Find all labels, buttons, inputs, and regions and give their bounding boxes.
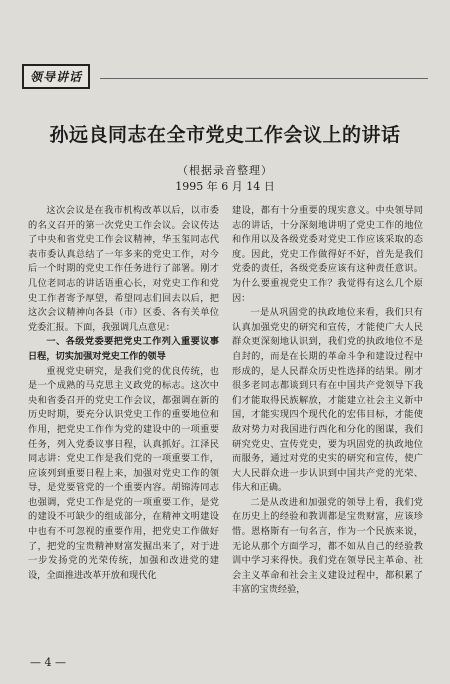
header-rule bbox=[100, 78, 428, 79]
right-column bbox=[232, 204, 423, 598]
article-date: 1995 年 6 月 14 日 bbox=[175, 180, 275, 193]
section-heading: 一、各级党委要把党史工作列入重要议事日程，切实加强对党史工作的领导 bbox=[28, 336, 219, 362]
article-title: 孙远良同志在全市党史工作会议上的讲话 bbox=[49, 124, 401, 146]
section-tag: 领导讲话 bbox=[22, 64, 90, 89]
paragraph: 这次会议是在我市机构改革以后，以市委的名义召开的第一次党史工作会议。会议传达了中央和省党史工作会议精神，华玉玺同志代表市委认真总结了一年多来的党史工作，对今后一个时期的党史工作任务进行了部署。刚才几位老同志的讲话语重心长，对党史工作和党史工作者寄予厚望，希望同志们回去以后，把这次会议精神向各县（市）区委、各有关单位党委汇报。下面，我强调几点意见： bbox=[28, 205, 219, 333]
article-subtitle: （根据录音整理） bbox=[177, 164, 273, 177]
paragraph: 重视党史研究，是我们党的优良传统，也是一个成熟的马克思主义政党的标志。这次中央和省委召开的党史工作会议，都强调在新的历史时期，要充分认识党史工作的重要地位和作用，把党史工作作为党的建设中的一项重要任务，列入党委议事日程，认真抓好。江泽民同志讲：党史工作是我们党的一项重要工作，应该列到重要日程上来，加强对党史工作的领导，是党要管党的一个重要内容。胡锦涛同志也强调，党史工作是党的一项重要工作，是党的建设不可缺少的组成部分，在精神文明建设中也有不可忽视的重要作用，把党史工作做好了，把党的宝贵精神财富发掘出来了，对于进一步发扬党的光荣传统，加强和改进党的建设，全面推进改革开放和现代化 bbox=[28, 365, 219, 581]
paragraph: 二是从改进和加强党的领导上看，我们党在历史上的经验和教训都是宝贵财富，应该珍惜。恩格斯有一句名言，作为一个民族来说，无论从那个方面学习，都不如从自己的经验教训中学习来得快。我们党在领导民主革命、社会主义革命和社会主义建设过程中，都积累了丰富的宝贵经验， bbox=[232, 496, 423, 596]
paragraph: 一是从巩固党的执政地位来看，我们只有认真加强党史的研究和宣传，才能使广大人民群众更深刻地认识到，我们党的执政地位不是自封的，而是在长期的革命斗争和建设过程中形成的，是人民群众历史性选择的结果。刚才很多老同志都谈到只有在中国共产党领导下我们才能取得民族解放，才能建立社会主义新中国，才能实现四个现代化的宏伟目标，才能使敌对势力对我国进行西化和分化的图谋，我们研究党史、宣传党史，要为巩固党的执政地位而服务，通过对党的史实的研究和宣传，使广大人民群众进一步认识到中国共产党的光荣、伟大和正确。 bbox=[232, 307, 423, 494]
page-number: — 4 — bbox=[30, 656, 66, 669]
left-column bbox=[28, 204, 219, 583]
paragraph: 建设，都有十分重要的现实意义。中央领导同志的讲话，十分深刻地讲明了党史工作的地位和作用以及各级党委对党史工作应该采取的态度。因此，党史工作做得好不好，首先是我们党委的责任，各级党委应该有这种责任意识。为什么要重视党史工作？我觉得有这么几个原因： bbox=[232, 205, 423, 304]
